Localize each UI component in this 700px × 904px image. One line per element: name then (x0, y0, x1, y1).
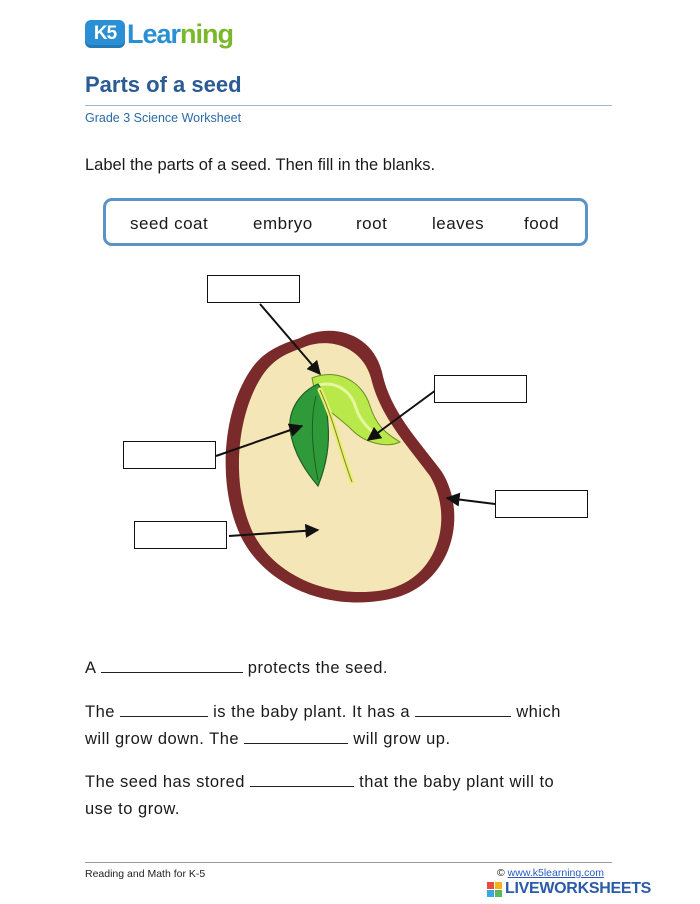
copyright-symbol: © (497, 867, 505, 879)
arrow-right-lower (447, 498, 495, 504)
logo-badge: K5 (85, 20, 125, 48)
sentence-2-part5: will grow up. (353, 730, 451, 748)
word-bank-item: food (524, 214, 560, 233)
sentence-3-part1: The seed has stored (85, 773, 245, 791)
label-box-left-lower[interactable] (134, 521, 227, 549)
sentence-2-part2: is the baby plant. It has a (213, 703, 411, 721)
sentence-1 (85, 655, 388, 682)
page-subtitle: Grade 3 Science Worksheet (85, 111, 242, 125)
page-title: Parts of a seed (85, 72, 242, 97)
liveworksheets-logo-icon (487, 882, 502, 897)
sentence-1-part2: protects the seed. (247, 659, 388, 677)
word-bank (103, 198, 588, 246)
sentence-3-part3: use to grow. (85, 800, 180, 818)
logo-word-part1: Lear (127, 18, 181, 49)
blank-2[interactable] (120, 700, 208, 717)
sentence-1-part1: A (85, 659, 96, 677)
footer-url-line (497, 867, 604, 879)
blank-5[interactable] (250, 770, 354, 787)
label-box-left-upper[interactable] (123, 441, 216, 469)
seed-diagram (0, 260, 700, 620)
word-bank-item: embryo (253, 214, 313, 233)
sentence-2-part3: which (516, 703, 561, 721)
label-box-top[interactable] (207, 275, 300, 303)
title-divider (85, 105, 612, 106)
liveworksheets-wordmark: LIVEWORKSHEETS (505, 880, 652, 897)
label-box-right-lower[interactable] (495, 490, 588, 518)
word-bank-item: leaves (432, 214, 485, 233)
sentence-3 (85, 769, 615, 823)
sentence-2-part4: will grow down. The (85, 730, 240, 748)
logo-word (127, 19, 233, 50)
instructions: Label the parts of a seed. Then fill in the blanks. (85, 156, 436, 174)
sentence-3-part2: that the baby plant will to (359, 773, 555, 791)
word-bank-item: root (356, 214, 388, 233)
blank-3[interactable] (415, 700, 511, 717)
liveworksheets-badge (487, 880, 651, 898)
footer-url-link[interactable]: www.k5learning.com (507, 867, 604, 879)
label-box-right-upper[interactable] (434, 375, 527, 403)
logo-word-part2: ning (180, 18, 234, 49)
blank-1[interactable] (101, 656, 243, 673)
word-bank-item: seed coat (130, 214, 209, 233)
sentence-2-part1: The (85, 703, 115, 721)
footer-tagline: Reading and Math for K-5 (85, 868, 206, 880)
footer-divider (85, 862, 612, 863)
blank-4[interactable] (244, 727, 348, 744)
seed-illustration (0, 260, 700, 620)
sentence-2 (85, 699, 615, 753)
k5-learning-logo (85, 14, 233, 54)
